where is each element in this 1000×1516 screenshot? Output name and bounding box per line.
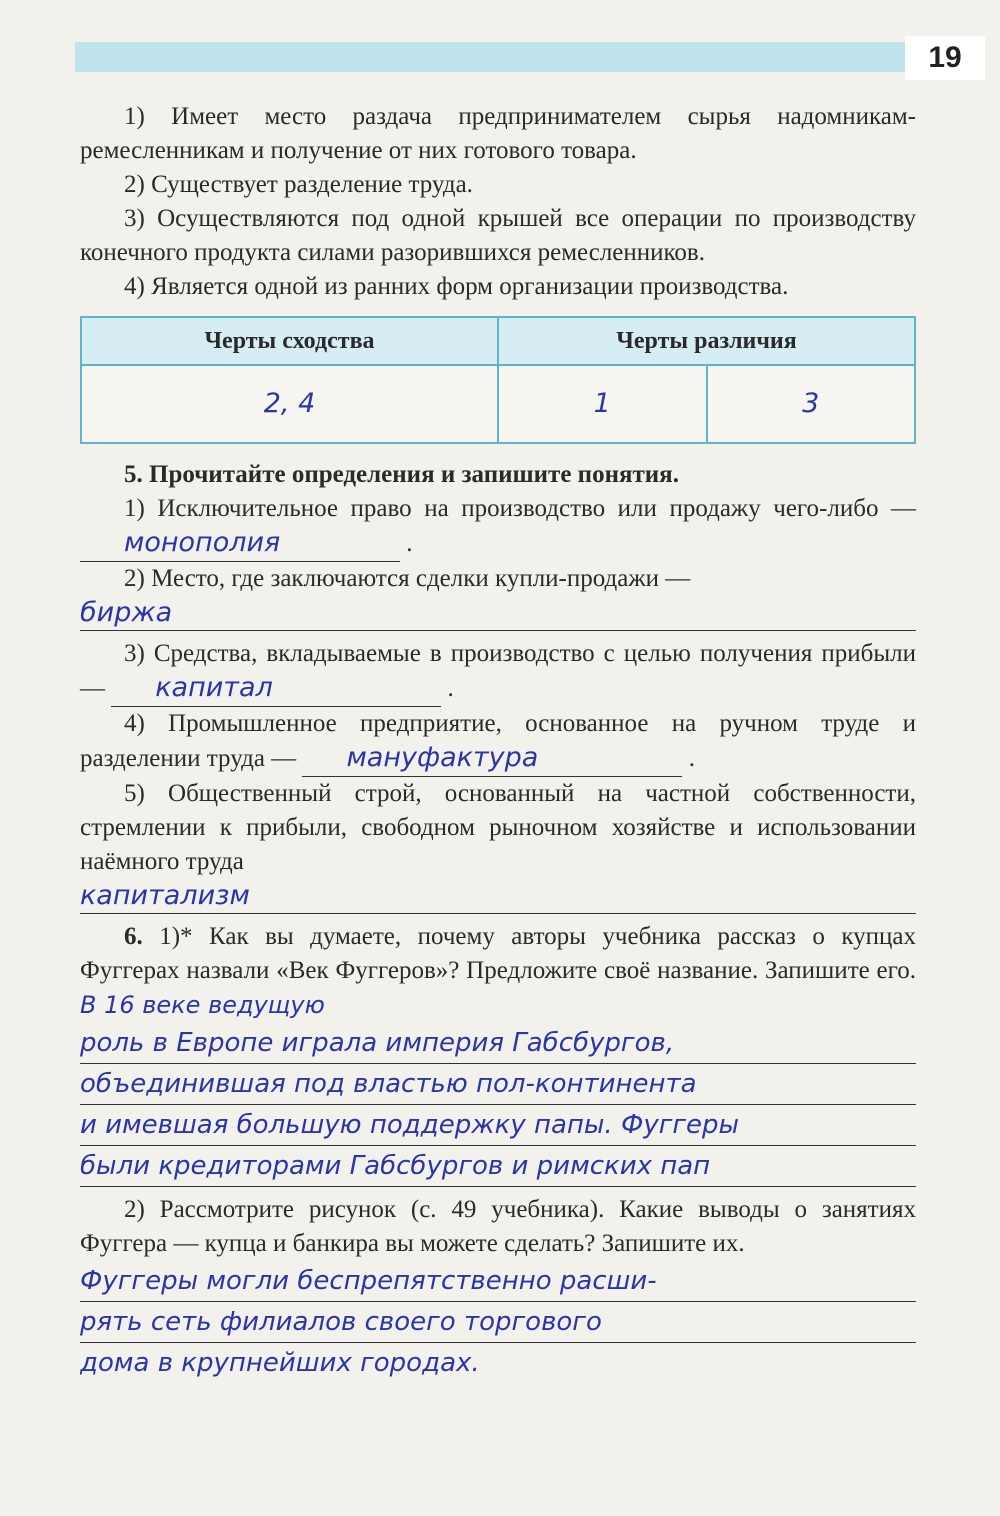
q5-item-1: 1) Исключительное право на производство или продажу чего-либо — монополия . bbox=[80, 492, 916, 562]
q6-part-1-text: 1)* Как вы думаете, почему авторы учебника рассказ о купцах Фуггерах назвали «Век Фуггеров»? Предложите своё название. Запишите его. bbox=[80, 923, 917, 984]
q6-answer-1-line-3[interactable]: объединившая под властью пол-континента bbox=[80, 1064, 916, 1105]
q5-answer-3-field[interactable] bbox=[111, 671, 441, 707]
q5-answer-5-field[interactable] bbox=[80, 879, 916, 914]
q6-part-2: 2) Рассмотрите рисунок (с. 49 учебника). Какие выводы о занятиях Фуггера — купца и банкира вы можете сделать? Запишите их. bbox=[80, 1196, 916, 1257]
difference-answer-2: 3 bbox=[802, 387, 820, 419]
col-similarity-header: Черты сходства bbox=[81, 317, 498, 365]
q5-item-4: 4) Промышленное предприятие, основанное на ручном труде и разделении труда — мануфактура . bbox=[80, 707, 916, 777]
q6-answer-1-line-2[interactable]: роль в Европе играла империя Габсбургов, bbox=[80, 1023, 916, 1064]
q6-part-1 bbox=[80, 920, 916, 1023]
col-difference-header: Черты различия bbox=[498, 317, 915, 365]
q6-answer-1-line-4[interactable]: и имевшая большую поддержку папы. Фуггеры bbox=[80, 1105, 916, 1146]
comparison-table bbox=[80, 316, 916, 444]
q4-item-1: 1) Имеет место раздача предпринимателем сырья надомникам-ремесленникам и получение от них готового товара. bbox=[80, 103, 916, 164]
difference-answer-cell-1[interactable] bbox=[498, 365, 707, 443]
q5-answer-4-field[interactable] bbox=[302, 741, 682, 777]
q5-number: 5. bbox=[124, 461, 143, 488]
q5-answer-2: биржа bbox=[80, 597, 173, 628]
q5-item-5-text: 5) Общественный строй, основанный на частной собственности, стремлении к прибыли, свободном рыночном хозяйстве и использовании наёмного труда bbox=[80, 780, 916, 875]
q5-heading bbox=[80, 458, 916, 492]
q5-answer-2-field[interactable] bbox=[80, 596, 916, 631]
q4-item-3: 3) Осуществляются под одной крышей все операции по производству конечного продукта силами разорившихся ремесленников. bbox=[80, 205, 916, 266]
q6-answer-2-line-2[interactable]: рять сеть филиалов своего торгового bbox=[80, 1302, 916, 1343]
q5-item-4-text: 4) Промышленное предприятие, основанное на ручном труде и разделении труда — bbox=[80, 710, 916, 772]
q4-item-2: 2) Существует разделение труда. bbox=[124, 171, 473, 198]
q5-item-3-text: 3) Средства, вкладываемые в производство с целью получения прибыли — bbox=[80, 640, 916, 702]
q6-number: 6. bbox=[124, 923, 143, 950]
q5-item-2 bbox=[80, 562, 916, 596]
q6-answer-2-line-1[interactable]: Фуггеры могли беспрепятственно расши- bbox=[80, 1261, 916, 1302]
similarity-answer: 2, 4 bbox=[263, 387, 316, 419]
q5-item-2-text: 2) Место, где заключаются сделки купли-продажи — bbox=[124, 565, 691, 592]
q5-item-1-text: 1) Исключительное право на производство или продажу чего-либо — bbox=[124, 495, 916, 522]
q5-item-5 bbox=[80, 777, 916, 879]
page-number: 19 bbox=[905, 36, 985, 80]
q6-answer-1-line-1[interactable]: В 16 веке ведущую bbox=[80, 991, 325, 1019]
difference-answer-1: 1 bbox=[593, 387, 611, 419]
q6-answer-1-line-5[interactable]: были кредиторами Габсбургов и римских пап bbox=[80, 1146, 916, 1187]
q5-answer-5: капитализм bbox=[80, 880, 250, 911]
similarity-answer-cell[interactable] bbox=[81, 365, 498, 443]
q4-item-4: 4) Является одной из ранних форм организации производства. bbox=[124, 273, 789, 300]
q5-answer-3: капитал bbox=[155, 672, 273, 703]
page-content bbox=[80, 100, 916, 1383]
q5-prompt: Прочитайте определения и запишите понятия. bbox=[149, 461, 679, 488]
q5-item-3: 3) Средства, вкладываемые в производство с целью получения прибыли — капитал . bbox=[80, 637, 916, 707]
q5-answer-4: мануфактура bbox=[346, 742, 539, 773]
q5-answer-1-field[interactable] bbox=[80, 526, 400, 562]
q6-answer-2-line-3[interactable]: дома в крупнейших городах. bbox=[80, 1348, 480, 1378]
q5-answer-1: монополия bbox=[124, 527, 281, 558]
difference-answer-cell-2[interactable] bbox=[707, 365, 916, 443]
header-band bbox=[75, 42, 905, 72]
